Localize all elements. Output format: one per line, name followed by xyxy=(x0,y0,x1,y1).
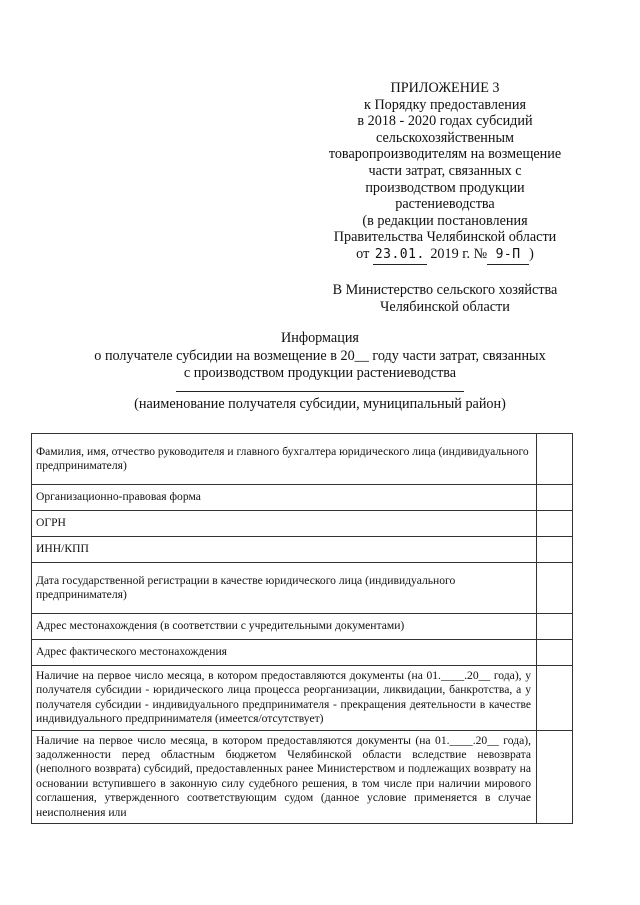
table-row xyxy=(32,537,573,563)
table-row xyxy=(32,730,573,823)
handwritten-date: 23.01. xyxy=(373,247,427,265)
heading-line: о получателе субсидии на возмещение в 20__ году части затрат, связанных xyxy=(94,347,546,364)
annex-line: сельскохозяйственным xyxy=(375,129,514,146)
row-label: Адрес фактического местонахождения xyxy=(32,640,537,666)
heading-line: с производством продукции растениеводства xyxy=(183,365,457,381)
row-value xyxy=(537,537,573,563)
annex-header xyxy=(300,80,590,265)
date-year: 2019 г. xyxy=(430,245,471,262)
row-value xyxy=(537,730,573,823)
row-label: Фамилия, имя, отчество руководителя и главного бухгалтера юридического лица (индивидуального предпринимателя) xyxy=(32,434,537,485)
annex-line: к Порядку предоставления xyxy=(364,96,526,113)
annex-line: в 2018 - 2020 годах субсидий xyxy=(357,113,533,130)
table-row xyxy=(32,640,573,666)
table-row xyxy=(32,434,573,485)
resolution-date-line xyxy=(300,246,590,265)
annex-line: Правительства Челябинской области xyxy=(333,229,557,246)
row-value xyxy=(537,666,573,731)
annex-line: производством продукции xyxy=(365,179,525,196)
annex-line: товаропроизводителям на возмещение xyxy=(328,146,562,163)
row-value xyxy=(537,511,573,537)
annex-line: (в редакции постановления xyxy=(362,212,528,229)
row-label: ОГРН xyxy=(32,511,537,537)
row-label: Адрес местонахождения (в соответствии с учредительными документами) xyxy=(32,614,537,640)
row-value xyxy=(537,563,573,614)
addressee-line: Челябинской области xyxy=(380,299,510,315)
recipient-caption: (наименование получателя субсидии, муниципальный район) xyxy=(134,395,506,412)
annex-line: растениеводства xyxy=(395,196,495,213)
recipient-info-table xyxy=(31,433,573,824)
table-row xyxy=(32,485,573,511)
row-label: Организационно-правовая форма xyxy=(32,485,537,511)
addressee-line: В Министерство сельского хозяйства xyxy=(332,282,558,298)
table-row xyxy=(32,511,573,537)
row-value xyxy=(537,640,573,666)
row-label: Дата государственной регистрации в качестве юридического лица (индивидуального предпринимателя) xyxy=(32,563,537,614)
annex-line: части затрат, связанных с xyxy=(368,162,522,179)
addressee-block xyxy=(300,282,590,316)
table-row xyxy=(32,563,573,614)
closing-paren: ) xyxy=(529,245,534,262)
row-label: ИНН/КПП xyxy=(32,537,537,563)
row-value xyxy=(537,485,573,511)
document-heading xyxy=(20,330,620,413)
number-prefix: № xyxy=(473,245,488,262)
annex-line: ПРИЛОЖЕНИЕ 3 xyxy=(390,80,500,96)
recipient-name-line xyxy=(176,391,464,392)
table-row xyxy=(32,666,573,731)
row-label: Наличие на первое число месяца, в котором предоставляются документы (на 01.____.20__ года), у получателя субсидии - юридического лица процесса реорганизации, ликвидации, банкротства, а у получателя субсидии - индивидуального предпринимателя - прекращения деятельности в качестве индивидуального предпринимателя (имеется/отсутствует) xyxy=(32,666,537,731)
date-prefix: от xyxy=(356,245,370,262)
row-label: Наличие на первое число месяца, в котором предоставляются документы (на 01.____.20__ года), задолженности перед областным бюджетом Челябинской области вследствие невозврата (неполного возврата) субсидий, предоставленных ранее Министерством и подлежащих возврату на основании вступившего в законную силу судебного решения, в том числе при наличии мирового соглашения, утвержденного соответствующим судом (данное условие применяется в случае неисполнения или xyxy=(32,730,537,823)
handwritten-number: 9-П xyxy=(487,247,529,265)
row-value xyxy=(537,434,573,485)
row-value xyxy=(537,614,573,640)
table-row xyxy=(32,614,573,640)
heading-title: Информация xyxy=(281,330,359,346)
